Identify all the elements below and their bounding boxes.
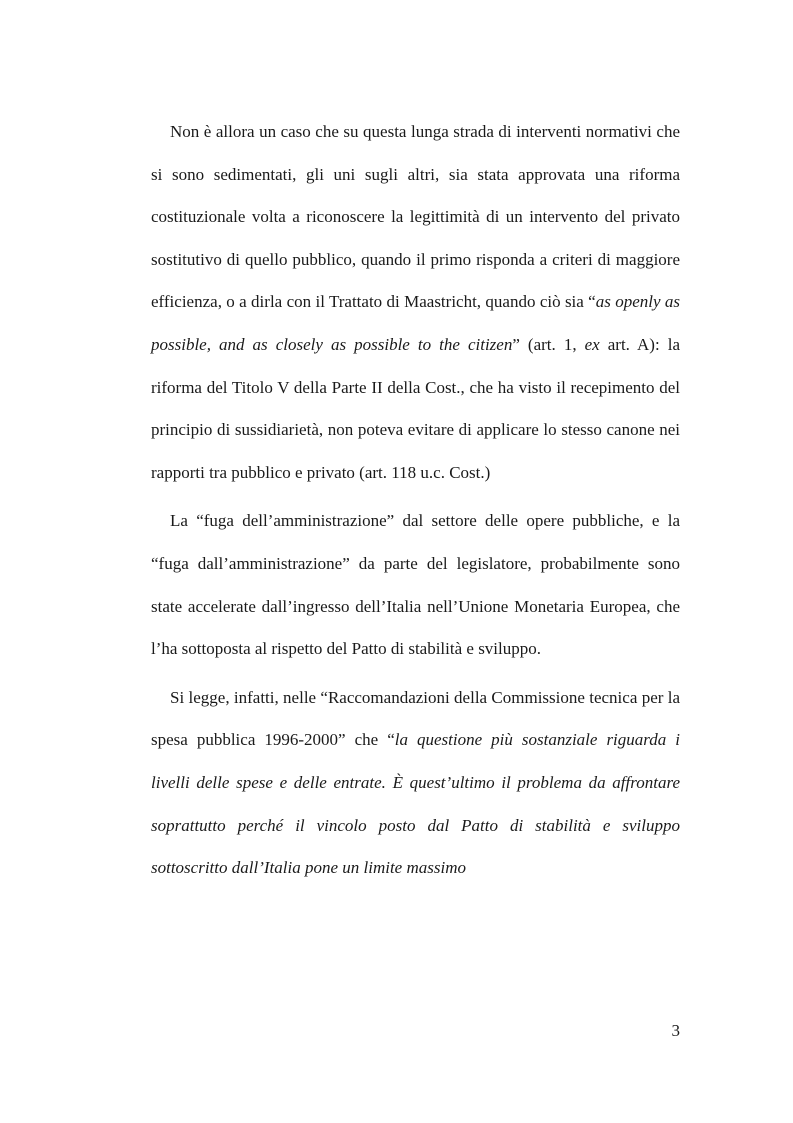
paragraph-1-text-b: ” (art. 1, (512, 334, 585, 354)
paragraph-2: La “fuga dell’amministrazione” dal settore delle opere pubbliche, e la “fuga dall’amministrazione” da parte del legislatore, probabilmente sono state accelerate dall’ingresso dell’Italia nell’Unione Monetaria Europea, che l’ha sottoposta al rispetto del Patto di stabilità e sviluppo. (151, 511, 680, 659)
paragraph-3-text-a: Si legge, infatti, nelle “Raccomandazioni della Commissione tecnica per la spesa pubblica 1996-2000” che “ (151, 687, 680, 750)
commission-quote: la questione più sostanziale riguarda i livelli delle spese e delle entrate. È quest’ultimo il problema da affrontare soprattutto perché il vincolo posto dal Patto di stabilità e sviluppo sottoscritto dall’Italia pone un limite massimo (151, 730, 681, 878)
maastricht-quote: as openly as possible, and as closely as possible to the citizen (151, 292, 680, 354)
paragraph-1-text-c: art. A): la riforma del Titolo V della Parte II della Cost., che ha visto il recepimento del principio di sussidiarietà, non poteva evitare di applicare lo stesso canone nei rapporti tra pubblico e privato (art. 118 u.c. Cost.) (151, 334, 681, 482)
paragraph-1 (151, 111, 680, 494)
paragraph-1-text-a: Non è allora un caso che su questa lunga strada di interventi normativi che si sono sedimentati, gli uni sugli altri, sia stata approvata una riforma costituzionale volta a riconoscere la legittimità di un intervento del privato sostitutivo di quello pubblico, quando il primo risponda a criteri di maggiore efficienza, o a dirla con il Trattato di Maastricht, quando ciò sia “ (151, 122, 680, 312)
body-text (151, 111, 680, 890)
paragraph-3 (151, 677, 680, 890)
page-number: 3 (671, 1021, 680, 1040)
ex-abbreviation: ex (584, 334, 600, 354)
